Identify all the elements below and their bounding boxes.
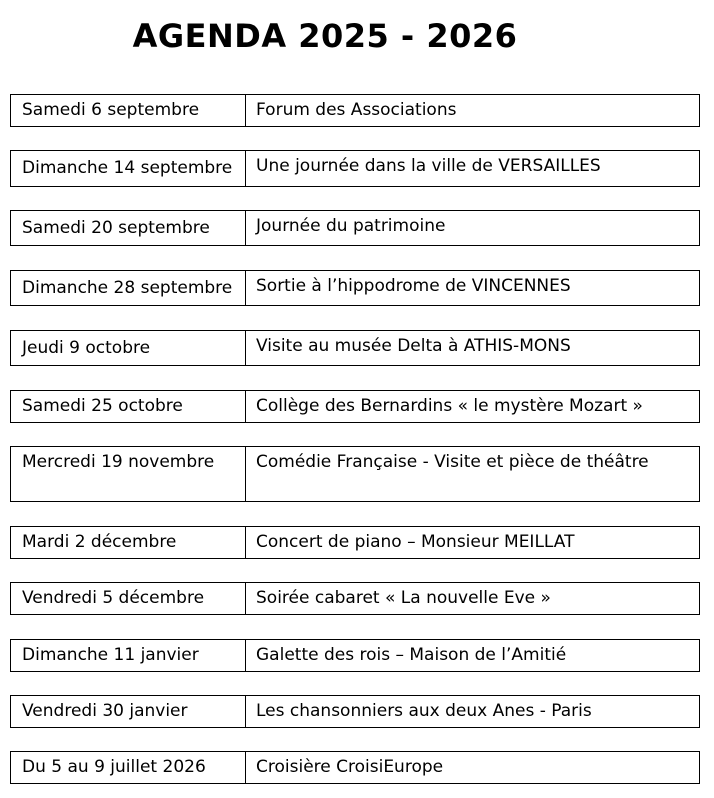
agenda-row bbox=[10, 150, 700, 187]
event-date: Samedi 20 septembre bbox=[11, 211, 246, 245]
event-date: Samedi 25 octobre bbox=[11, 391, 246, 422]
event-description: Forum des Associations bbox=[256, 100, 457, 120]
event-date: Dimanche 28 septembre bbox=[11, 271, 246, 305]
event-date: Mercredi 19 novembre bbox=[11, 447, 246, 501]
event-description: Galette des rois – Maison de l’Amitié bbox=[256, 645, 567, 665]
event-description: Journée du patrimoine bbox=[256, 216, 446, 236]
event-description: Sortie à l’hippodrome de VINCENNES bbox=[256, 276, 571, 296]
page-title: AGENDA 2025 - 2026 bbox=[132, 17, 518, 55]
event-description: Une journée dans la ville de VERSAILLES bbox=[256, 156, 601, 176]
event-description: Soirée cabaret « La nouvelle Eve » bbox=[256, 588, 551, 608]
agenda-row bbox=[10, 751, 700, 784]
agenda-row bbox=[10, 446, 700, 502]
event-description: Visite au musée Delta à ATHIS-MONS bbox=[256, 336, 571, 356]
agenda-row bbox=[10, 270, 700, 306]
agenda-row bbox=[10, 526, 700, 559]
event-description: Concert de piano – Monsieur MEILLAT bbox=[256, 532, 575, 552]
event-date: Jeudi 9 octobre bbox=[11, 331, 246, 365]
agenda-row bbox=[10, 639, 700, 672]
event-date: Mardi 2 décembre bbox=[11, 527, 246, 558]
agenda-row bbox=[10, 582, 700, 615]
agenda-row bbox=[10, 330, 700, 366]
agenda-row bbox=[10, 390, 700, 423]
event-description: Collège des Bernardins « le mystère Mozart » bbox=[256, 396, 643, 416]
agenda-row bbox=[10, 695, 700, 728]
event-date: Samedi 6 septembre bbox=[11, 95, 246, 126]
event-description: Comédie Française - Visite et pièce de théâtre bbox=[256, 452, 649, 472]
event-date: Dimanche 11 janvier bbox=[11, 640, 246, 671]
event-date: Dimanche 14 septembre bbox=[11, 151, 246, 186]
agenda-row bbox=[10, 210, 700, 246]
event-date: Vendredi 5 décembre bbox=[11, 583, 246, 614]
agenda-row bbox=[10, 94, 700, 127]
event-date: Du 5 au 9 juillet 2026 bbox=[11, 752, 246, 783]
event-date: Vendredi 30 janvier bbox=[11, 696, 246, 727]
event-description: Croisière CroisiEurope bbox=[256, 757, 444, 777]
event-description: Les chansonniers aux deux Anes - Paris bbox=[256, 701, 592, 721]
